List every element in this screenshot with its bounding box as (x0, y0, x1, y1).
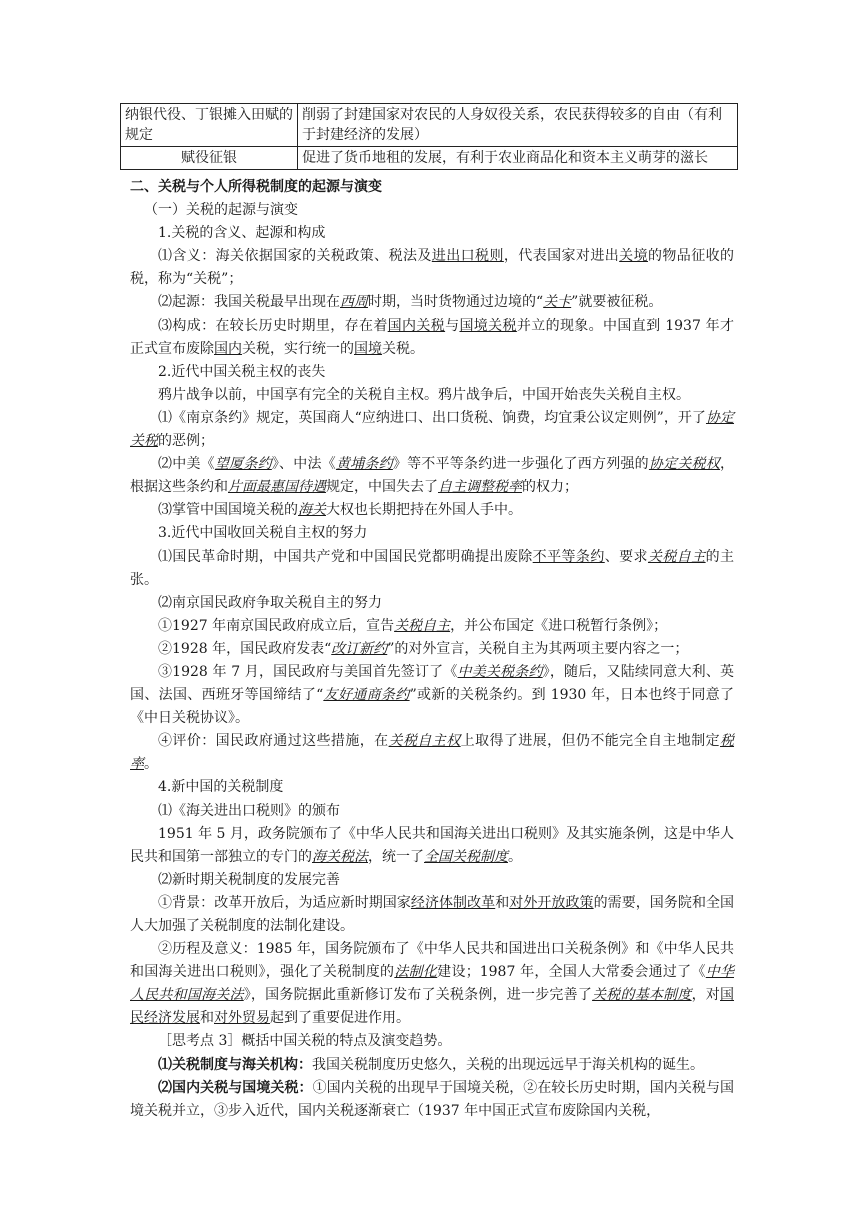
paragraph: ⑴关税制度与海关机构：我国关税制度历史悠久，关税的出现远远早于海关机构的诞生。 (158, 1056, 704, 1073)
paragraph: ⑴国民革命时期，中国共产党和中国国民党都明确提出废除不平等条约、要求关税自主的主张。 (130, 548, 735, 588)
paragraph: ⑴《南京条约》规定，英国商人“应纳进口、出口货税、饷费，均宜秉公议定则例”，开了协定关税的恶例； (130, 409, 735, 450)
comparison-table (120, 103, 738, 170)
paragraph: 鸦片战争以前，中国享有完全的关税自主权。鸦片战争后，中国开始丧失关税自主权。 (158, 386, 690, 403)
paragraph: ②1928 年，国民政府发表“改订新约”的对外宣言，关税自主为其两项主要内容之一； (158, 640, 689, 657)
table-row (121, 104, 738, 147)
subsection-heading: （一）关税的起源与演变 (144, 202, 298, 219)
think-point: ［思考点 3］概括中国关税的特点及演变趋势。 (158, 1033, 452, 1050)
table-cell: 促进了货币地租的发展，有利于农业商品化和资本主义萌芽的滋长 (298, 147, 738, 170)
paragraph: ⑵中美《望厦条约》、中法《黄埔条约》等不平等条约进一步强化了西方列强的协定关税权，根据这些条约和片面最惠国待遇规定，中国失去了自主调整税率的权力； (130, 456, 735, 496)
paragraph: ⑵南京国民政府争取关税自主的努力 (158, 594, 382, 611)
paragraph: ①背景：改革开放后，为适应新时期国家经济体制改革和对外开放政策的需要，国务院和全国人大加强了关税制度的法制化建设。 (130, 894, 735, 934)
table-cell: 纳银代役、丁银摊入田赋的规定 (121, 104, 298, 147)
paragraph: ④评价：国民政府通过这些措施，在关税自主权上取得了进展，但仍不能完全自主地制定税率。 (130, 733, 735, 773)
paragraph: ⑶构成：在较长历史时期里，存在着国内关税与国境关税并立的现象。中国直到 1937 年才正式宣布废除国内关税，实行统一的国境关税。 (130, 317, 735, 357)
paragraph: ⑴《海关进出口税则》的颁布 (158, 802, 340, 819)
paragraph: ⑴含义：海关依据国家的关税政策、税法及进出口税则，代表国家对进出关境的物品征收的税，称为“关税”； (130, 248, 735, 288)
paragraph: ⑵新时期关税制度的发展完善 (158, 871, 340, 888)
paragraph: ⑵起源：我国关税最早出现在西周时期，当时货物通过边境的“关卡”就要被征税。 (158, 294, 663, 311)
item-heading: 4.新中国的关税制度 (158, 779, 284, 796)
table-row (121, 147, 738, 170)
table-cell: 削弱了封建国家对农民的人身奴役关系，农民获得较多的自由（有利于封建经济的发展） (298, 104, 738, 147)
paragraph: ②历程及意义：1985 年，国务院颁布了《中华人民共和国进出口关税条例》和《中华人民共和国海关进出口税则》，强化了关税制度的法制化建设；1987 年，全国人大常委会通过了《中华人民共和国海关法》，国务院据此重新修订发布了关税条例，进一步完善了关税的基本制度，对国民经济发展和对外贸易起到了重要促进作用。 (130, 941, 735, 1027)
paragraph: 1951 年 5 月，政务院颁布了《中华人民共和国海关进出口税则》及其实施条例，这是中华人民共和国第一部独立的专门的海关税法，统一了全国关税制度。 (130, 825, 734, 865)
item-heading: 2.近代中国关税主权的丧失 (158, 363, 326, 380)
main-content (130, 176, 734, 1123)
paragraph: ⑵国内关税与国境关税：①国内关税的出现早于国境关税，②在较长历史时期，国内关税与国境关税并立，③步入近代，国内关税逐渐衰亡（1937 年中国正式宣布废除国内关税， (130, 1079, 735, 1119)
table-cell: 赋役征银 (121, 147, 298, 170)
paragraph: ③1928 年 7 月，国民政府与美国首先签订了《中美关税条约》，随后，又陆续同意大利、英国、法国、西班牙等国缔结了“友好通商条约”或新的关税条约。到 1930 年，日本也终于同意了《中日关税协议》。 (130, 663, 735, 727)
paragraph: ⑶掌管中国国境关税的海关大权也长期把持在外国人手中。 (158, 502, 522, 519)
item-heading: 1.关税的含义、起源和构成 (158, 225, 326, 242)
paragraph: ①1927 年南京国民政府成立后，宣告关税自主，并公布国定《进口税暂行条例》； (158, 617, 668, 634)
item-heading: 3.近代中国收回关税自主权的努力 (158, 525, 368, 542)
section-heading: 二、关税与个人所得税制度的起源与演变 (130, 179, 382, 195)
